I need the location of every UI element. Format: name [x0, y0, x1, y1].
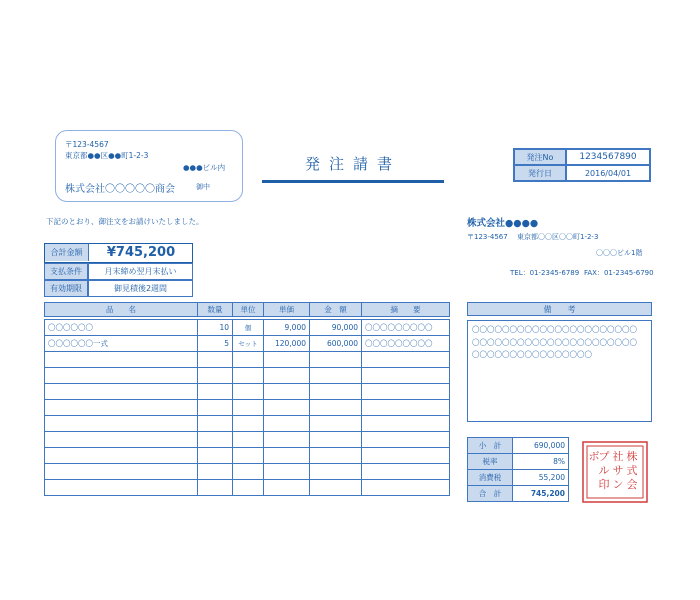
company-seal-icon — [580, 440, 650, 504]
tax-rate-row — [468, 454, 569, 470]
cell-item-name: 〇〇〇〇〇〇 — [45, 320, 198, 336]
order-info-box — [513, 148, 651, 182]
title-underline — [262, 180, 444, 183]
cell-unit — [233, 480, 264, 496]
svg-text:ボ: ボ — [588, 450, 600, 463]
cell-unit — [233, 352, 264, 368]
cell-unit-price — [264, 448, 310, 464]
issuer-address: 東京都〇〇区〇〇町1-2-3 — [517, 233, 599, 241]
cell-amount — [310, 480, 362, 496]
company-seal-stamp — [580, 440, 650, 504]
cell-amount — [310, 448, 362, 464]
col-header-unit: 単位 — [233, 303, 264, 317]
cell-quantity: 5 — [198, 336, 233, 352]
recipient-postal: 〒123-4567 — [65, 140, 109, 149]
validity-value: 御見積後2週間 — [88, 280, 193, 297]
notes-line: 〇〇〇〇〇〇〇〇〇〇〇〇〇〇〇〇〇〇〇〇〇〇 — [472, 325, 637, 334]
cell-unit — [233, 416, 264, 432]
cell-quantity — [198, 352, 233, 368]
cell-quantity — [198, 384, 233, 400]
issuer-postal: 〒123-4567 — [467, 233, 508, 241]
cell-remarks — [362, 480, 450, 496]
total-amount-row — [44, 243, 193, 263]
table-row — [45, 384, 450, 400]
table-row — [45, 368, 450, 384]
recipient-company: 株式会社〇〇〇〇〇商会 — [65, 184, 175, 195]
intro-text: 下記のとおり、御注文をお請けいたしました。 — [46, 217, 204, 226]
svg-text:サ: サ — [612, 464, 624, 477]
cell-unit: セット — [233, 336, 264, 352]
col-header-qty: 数量 — [198, 303, 233, 317]
svg-text:ル: ル — [598, 464, 610, 477]
subtotal-value: 690,000 — [513, 438, 569, 454]
recipient-address: 東京都●●区●●町1-2-3 — [65, 151, 149, 160]
col-header-remarks: 摘 要 — [362, 303, 450, 317]
cell-remarks — [362, 352, 450, 368]
col-header-price: 単価 — [264, 303, 310, 317]
cell-remarks — [362, 384, 450, 400]
items-header-row — [45, 303, 450, 317]
cell-quantity — [198, 400, 233, 416]
notes-box — [467, 320, 652, 422]
grand-total-value: 745,200 — [513, 486, 569, 502]
cell-unit: 個 — [233, 320, 264, 336]
svg-text:会: 会 — [626, 478, 638, 491]
totals-table — [467, 437, 569, 502]
table-row — [45, 400, 450, 416]
cell-amount: 90,000 — [310, 320, 362, 336]
cell-unit-price — [264, 352, 310, 368]
table-row — [45, 464, 450, 480]
cell-item-name — [45, 400, 198, 416]
tax-value: 55,200 — [513, 470, 569, 486]
payment-terms-row — [44, 263, 193, 280]
cell-remarks — [362, 432, 450, 448]
total-amount-label: 合計金額 — [45, 244, 89, 261]
svg-text:株: 株 — [626, 450, 638, 463]
cell-remarks — [362, 416, 450, 432]
cell-item-name — [45, 368, 198, 384]
cell-unit-price — [264, 384, 310, 400]
cell-amount — [310, 432, 362, 448]
cell-unit-price: 120,000 — [264, 336, 310, 352]
tax-row — [468, 470, 569, 486]
notes-header: 備 考 — [467, 302, 652, 316]
cell-item-name — [45, 432, 198, 448]
table-row — [45, 432, 450, 448]
notes-line: 〇〇〇〇〇〇〇〇〇〇〇〇〇〇〇〇〇〇〇〇〇〇 — [472, 337, 637, 347]
total-amount-value: ¥745,200 — [106, 245, 176, 260]
cell-amount: 600,000 — [310, 336, 362, 352]
validity-label: 有効期限 — [44, 280, 88, 297]
cell-item-name — [45, 448, 198, 464]
cell-item-name — [45, 416, 198, 432]
cell-unit — [233, 448, 264, 464]
recipient-building: ●●●ビル内 — [183, 163, 226, 172]
svg-text:印: 印 — [598, 478, 610, 491]
cell-amount — [310, 352, 362, 368]
cell-remarks — [362, 400, 450, 416]
cell-unit-price: 9,000 — [264, 320, 310, 336]
cell-quantity — [198, 432, 233, 448]
cell-item-name — [45, 352, 198, 368]
cell-amount — [310, 400, 362, 416]
cell-unit-price — [264, 400, 310, 416]
subtotal-row — [468, 438, 569, 454]
cell-item-name — [45, 384, 198, 400]
table-row — [45, 320, 450, 336]
cell-quantity — [198, 368, 233, 384]
cell-quantity — [198, 448, 233, 464]
cell-remarks: 〇〇〇〇〇〇〇〇〇 — [362, 336, 450, 352]
cell-remarks — [362, 368, 450, 384]
cell-quantity — [198, 416, 233, 432]
cell-amount — [310, 464, 362, 480]
cell-unit-price — [264, 432, 310, 448]
cell-item-name — [45, 464, 198, 480]
table-row — [45, 480, 450, 496]
svg-text:プ: プ — [598, 450, 610, 463]
cell-unit — [233, 464, 264, 480]
cell-quantity — [198, 480, 233, 496]
recipient-honorific: 御中 — [196, 183, 210, 191]
cell-unit-price — [264, 416, 310, 432]
cell-quantity: 10 — [198, 320, 233, 336]
issuer-building: 〇〇〇ビル1階 — [596, 249, 643, 257]
cell-remarks — [362, 464, 450, 480]
recipient-address-box — [55, 130, 243, 202]
cell-remarks: 〇〇〇〇〇〇〇〇〇 — [362, 320, 450, 336]
cell-unit-price — [264, 464, 310, 480]
cell-item-name: 〇〇〇〇〇〇一式 — [45, 336, 198, 352]
issuer-fax: FAX：01-2345-6790 — [584, 269, 654, 277]
validity-row — [44, 280, 193, 297]
table-row — [45, 352, 450, 368]
table-row — [45, 336, 450, 352]
cell-unit — [233, 432, 264, 448]
cell-item-name — [45, 480, 198, 496]
notes-line: 〇〇〇〇〇〇〇〇〇〇〇〇〇〇〇〇 — [472, 350, 592, 359]
order-no-value: 1234567890 — [566, 149, 650, 165]
svg-text:社: 社 — [612, 450, 624, 463]
grand-total-label: 合 計 — [468, 486, 513, 502]
table-row — [45, 416, 450, 432]
cell-unit-price — [264, 368, 310, 384]
payment-terms-label: 支払条件 — [44, 263, 88, 280]
issuer-company: 株式会社●●●● — [467, 218, 539, 229]
cell-unit — [233, 384, 264, 400]
cell-amount — [310, 384, 362, 400]
svg-text:ン: ン — [612, 478, 624, 491]
grand-total-row — [468, 486, 569, 502]
tax-rate-label: 税率 — [468, 454, 513, 470]
cell-unit — [233, 400, 264, 416]
table-row — [45, 448, 450, 464]
issue-date-value: 2016/04/01 — [566, 165, 650, 181]
cell-quantity — [198, 464, 233, 480]
document-title: 発注請書 — [304, 155, 401, 173]
cell-amount — [310, 368, 362, 384]
subtotal-label: 小 計 — [468, 438, 513, 454]
items-table — [44, 302, 450, 496]
tax-label: 消費税 — [468, 470, 513, 486]
col-header-amount: 金 額 — [310, 303, 362, 317]
payment-terms-value: 月末締め翌月末払い — [88, 263, 193, 280]
cell-amount — [310, 416, 362, 432]
issuer-tel: TEL：01-2345-6789 — [510, 269, 580, 277]
col-header-item: 品 名 — [45, 303, 198, 317]
cell-remarks — [362, 448, 450, 464]
cell-unit — [233, 368, 264, 384]
svg-text:式: 式 — [626, 464, 638, 477]
tax-rate-value: 8% — [513, 454, 569, 470]
order-no-label: 発注No — [514, 149, 566, 165]
cell-unit-price — [264, 480, 310, 496]
issue-date-label: 発行日 — [514, 165, 566, 181]
